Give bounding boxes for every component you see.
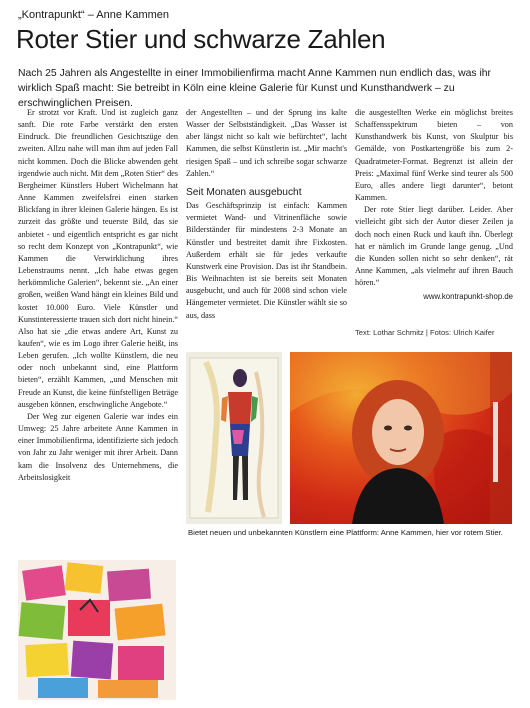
headline: Roter Stier und schwarze Zahlen: [16, 24, 386, 54]
portrait-photo: [290, 352, 512, 524]
paragraph: Der Weg zur eigenen Galerie war indes ein Umweg: 25 Jahre arbeitete Anne Kammen in einer Immobilienfirma, identifizierte sich jedoch von Jahr zu Jahr weniger mit ihrer Arbeit. Dann kam die Insolvenz des Unternehmens, die Arbeitslosigkeit: [18, 411, 178, 482]
felt-bags-illustration: [18, 560, 176, 700]
paragraph: der Angestellten – und der Sprung ins kalte Wasser der Selbstständigkeit. „Das Wasser ist aber längst nicht so kalt wie befürchtet“, lacht Kammen, die selbst Künstlerin ist. „Mir macht's riesigen Spaß – und ich schreibe sogar schwarze Zahlen.“: [186, 108, 347, 178]
website-link[interactable]: www.kontrapunkt-shop.de: [423, 292, 513, 302]
felt-art-photo: [18, 560, 176, 700]
photo-caption: Bietet neuen und unbekannten Künstlern eine Plattform: Anne Kammen, hier vor rotem Stier.: [188, 528, 503, 537]
body-column-1: [18, 107, 178, 547]
paragraph: Der rote Stier liegt darüber. Leider. Aber vielleicht gibt sich der Autor dieser Zeilen ja doch noch einen Ruck und kauft ihn. Überlegt hat er nämlich im Grunde lange genug. „Und die Kunden sollen nicht so sehr denken“, rät Anne Kammen, „als vielmehr auf ihren Bauch hören.“: [355, 205, 513, 288]
kicker: „Kontrapunkt“ – Anne Kammen: [18, 9, 170, 21]
figure-sculpture-illustration: [186, 352, 282, 524]
lead-paragraph: Nach 25 Jahren als Angestellte in einer Immobilienfirma macht Anne Kammen nun endlich das, was ihr wirklich Spaß macht: Sie betreibt in Köln eine kleine Galerie für Kunst und Kunsthandwerk – zu erschwinglichen Preisen.: [18, 68, 492, 109]
portrait-illustration: [290, 352, 512, 524]
paragraph: Er strotzt vor Kraft. Und ist zugleich ganz sanft. Die rote Farbe verstärkt den ersten Eindruck. Die freundlichen Gesichtszüge den zweiten. Allzu nahe will man ihm auf jeden Fall nicht kommen. Doch die Blicke abwenden geht irgendwie auch nicht. Mit dem „Roten Stier“ des Bergheimer Künstlers Hubert Wichelmann hat Anne Kammen zweifelsfrei einen starken Blickfang in ihrer kleinen Galerie hängen. Es ist zurzeit das größte und teuerste Bild, das sie anbietet - und eigentlich entspricht es gar nicht so recht dem Konzept von „Kontrapunkt“, wie Kammen die Verwirklichung ihres Lebenstraums nennt. „Ich habe etwas gegen herkömmliche Galerien“, bekennt sie. „An einer großen, weißen Wand hängt ein kleines Bild und kostet 10.000 Euro. Viele Künstler und Kunstinteressierte trauen sich dort nicht hinein.“ Also hat sie „die etwas andere Art, Kunst zu kaufen“, wie es im Logo ihrer Galerie heißt, ins Leben gerufen. „Ich wollte Künstlern, die neu oder noch unbekannt sind, eine Plattform bieten“, erzählt Kammen, „und Menschen mit Freude an Kunst, die keine fünfstelligen Beträge ausgeben können, erschwingliche Angebote.“: [18, 108, 178, 409]
photo-credit: Text: Lothar Schmitz | Fotos: Ulrich Kaifer: [355, 328, 495, 337]
paragraph: Das Geschäftsprinzip ist einfach: Kammen vermietet Wand- und Vitrinenfläche sowie Bilderständer für mindestens 2-3 Monate an Künstler und bestreitet damit ihre Fixkosten. Außerdem erhält sie für jedes verkaufte Kunstwerk eine Provision. Das ist ihr Standbein. Bis Weihnachten ist sie bereits seit Monaten ausgebucht, und auch für 2008 sind schon viele Hängemeter vermietet. Die Künstler wählt sie so aus, dass: [186, 201, 347, 320]
subheading: Seit Monaten ausgebucht: [186, 186, 302, 198]
body-column-3: [355, 107, 513, 347]
paragraph: die ausgestellten Werke ein möglichst breites Schaffensspektrum bieten – von Kunsthandwerk bis Kunst, von Skulptur bis Gemälde, von Postkartengröße bis zum 2-Quadratmeter-Format. Begrenzt ist allein der Preis: „Maximal fünf Werke sind teurer als 500 Euro, alles andere liegt darunter“, betont Kammen.: [355, 108, 513, 203]
artwork-photo: [186, 352, 282, 524]
body-column-2: [186, 107, 347, 343]
